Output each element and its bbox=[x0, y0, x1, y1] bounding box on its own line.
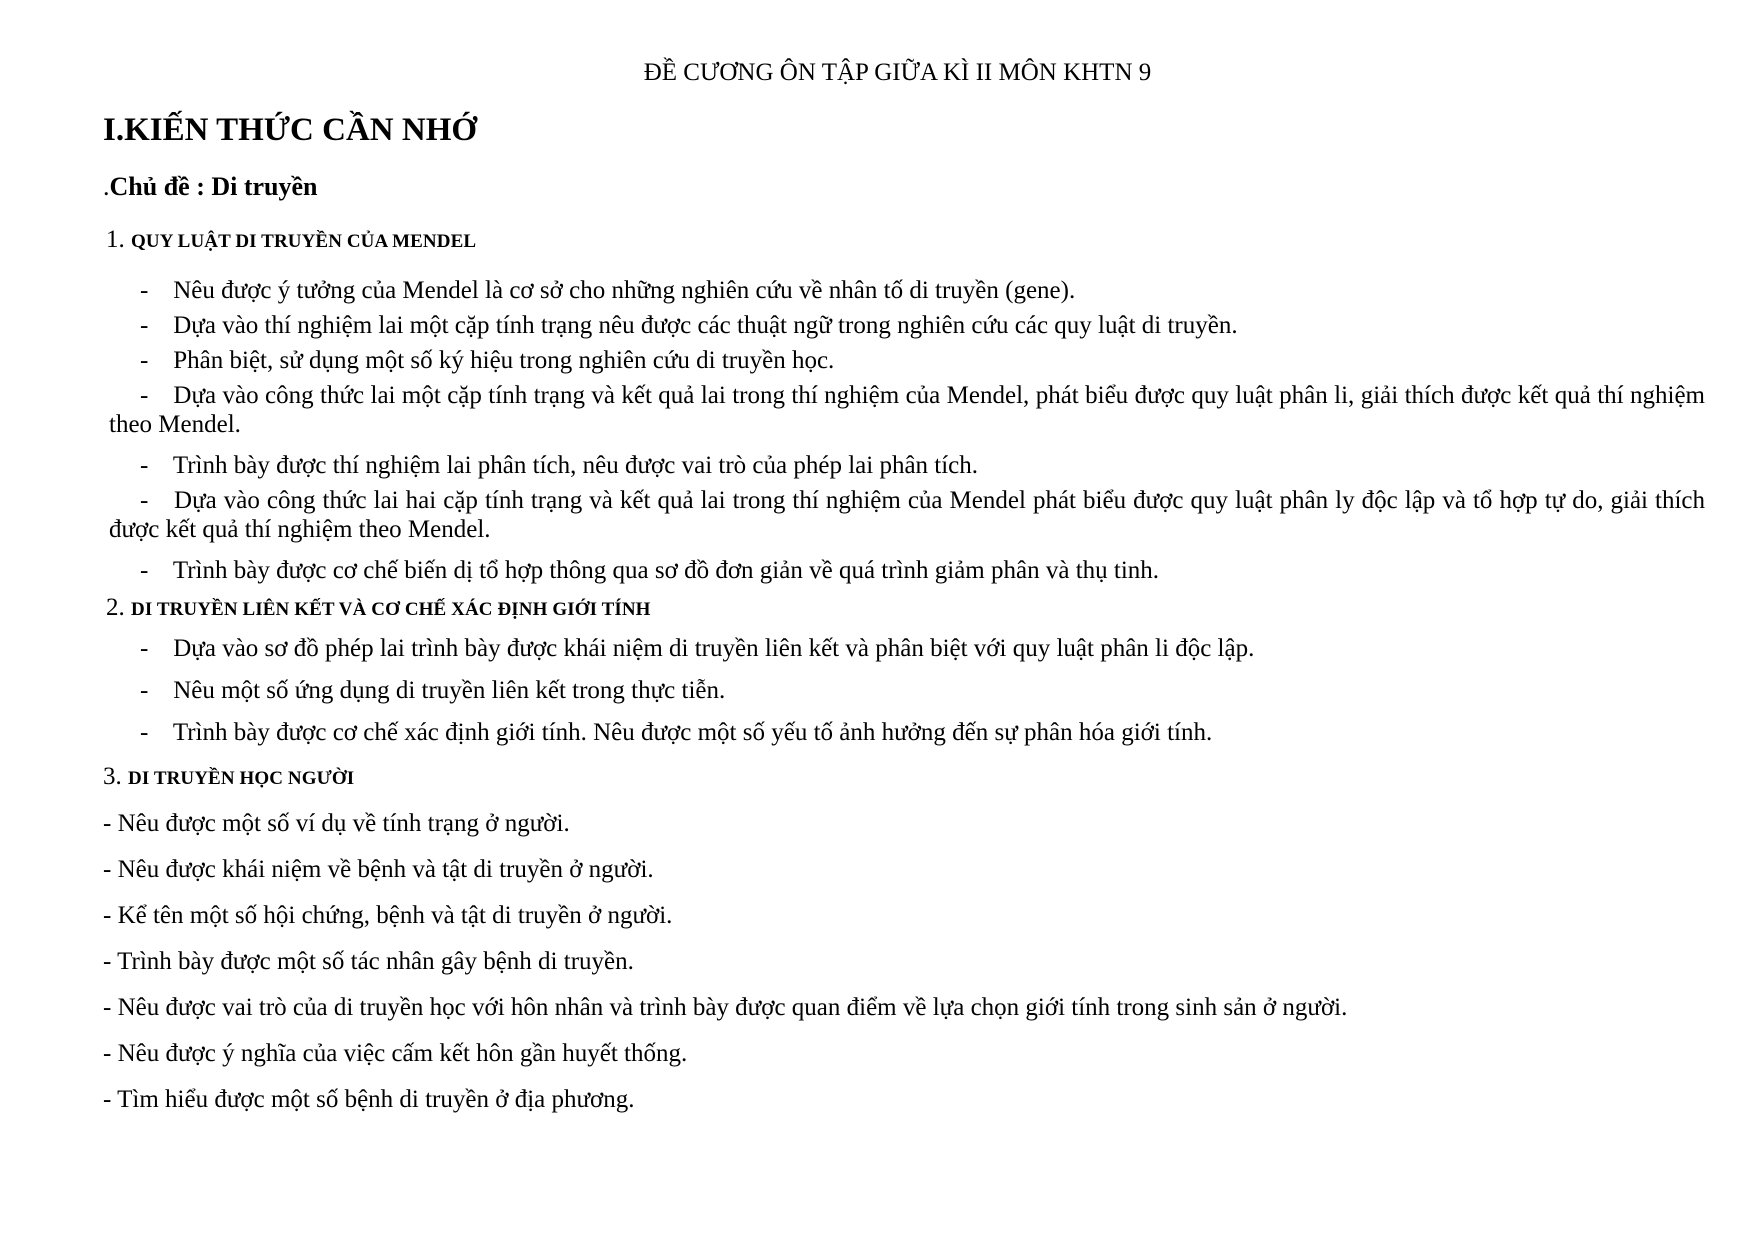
topic-label: Chủ đề : Di truyền bbox=[109, 172, 318, 201]
document-title: ĐỀ CƯƠNG ÔN TẬP GIỮA KÌ II MÔN KHTN 9 bbox=[643, 59, 1152, 86]
bullet-dash: - bbox=[140, 382, 149, 409]
part-number: 1. bbox=[106, 226, 125, 253]
bullet-dash: - bbox=[140, 312, 149, 339]
list-item: - Dựa vào công thức lai hai cặp tính trạng và kết quả lai trong thí nghiệm của Mendel phát biểu được quy luật phân ly độc lập và tổ hợp tự do, giải thích được kết quả thí nghiệm theo Mendel. bbox=[109, 487, 1706, 543]
list-item: - Nêu được vai trò của di truyền học với hôn nhân và trình bày được quan điểm về lựa chọn giới tính trong sinh sản ở người. bbox=[103, 994, 1348, 1021]
part-title: QUY LUẬT DI TRUYỀN CỦA MENDEL bbox=[131, 231, 477, 252]
part-title: DI TRUYỀN HỌC NGƯỜI bbox=[128, 768, 355, 789]
list-item: - Tìm hiểu được một số bệnh di truyền ở địa phương. bbox=[103, 1086, 635, 1113]
bullet-dash: - bbox=[140, 677, 149, 704]
bullet-dash: - bbox=[140, 719, 149, 746]
list-item: - Trình bày được thí nghiệm lai phân tích, nêu được vai trò của phép lai phân tích. bbox=[109, 451, 1705, 480]
list-item: - Phân biệt, sử dụng một số ký hiệu trong nghiên cứu di truyền học. bbox=[109, 346, 1705, 375]
bullet-dash: - bbox=[140, 452, 149, 479]
part-number: 2. bbox=[106, 594, 125, 621]
list-item: - Trình bày được cơ chế biến dị tổ hợp thông qua sơ đồ đơn giản về quá trình giảm phân và thụ tinh. bbox=[109, 556, 1705, 585]
topic-prefix: . bbox=[103, 172, 110, 201]
list-item: - Dựa vào sơ đồ phép lai trình bày được khái niệm di truyền liên kết và phân biệt với quy luật phân li độc lập. bbox=[109, 634, 1705, 663]
list-item: - Kể tên một số hội chứng, bệnh và tật di truyền ở người. bbox=[103, 902, 673, 929]
list-item: - Nêu được khái niệm về bệnh và tật di truyền ở người. bbox=[103, 856, 654, 883]
list-item: - Nêu được ý nghĩa của việc cấm kết hôn gần huyết thống. bbox=[103, 1040, 688, 1067]
part-number: 3. bbox=[103, 763, 122, 790]
part-title: DI TRUYỀN LIÊN KẾT VÀ CƠ CHẾ XÁC ĐỊNH GIỚI TÍNH bbox=[131, 599, 651, 620]
list-item: - Nêu được một số ví dụ về tính trạng ở người. bbox=[103, 810, 570, 837]
topic-heading bbox=[103, 171, 318, 203]
list-item: - Nêu được ý tưởng của Mendel là cơ sở cho những nghiên cứu về nhân tố di truyền (gene). bbox=[109, 276, 1705, 305]
list-item: - Trình bày được một số tác nhân gây bệnh di truyền. bbox=[103, 948, 634, 975]
part-3-heading bbox=[103, 762, 354, 794]
bullet-dash: - bbox=[140, 635, 149, 662]
section-heading: I.KIẾN THỨC CẦN NHỚ bbox=[103, 112, 478, 148]
list-item: - Dựa vào công thức lai một cặp tính trạng và kết quả lai trong thí nghiệm của Mendel, phát biểu được quy luật phân li, giải thích được kết quả thí nghiệm theo Mendel. bbox=[109, 382, 1705, 438]
bullet-dash: - bbox=[140, 487, 149, 514]
list-item: - Dựa vào thí nghiệm lai một cặp tính trạng nêu được các thuật ngữ trong nghiên cứu các quy luật di truyền. bbox=[109, 311, 1705, 340]
part-1-heading bbox=[106, 225, 476, 257]
bullet-dash: - bbox=[140, 347, 149, 374]
list-item: - Trình bày được cơ chế xác định giới tính. Nêu được một số yếu tố ảnh hưởng đến sự phân hóa giới tính. bbox=[109, 718, 1705, 747]
bullet-dash: - bbox=[140, 277, 149, 304]
list-item: - Nêu một số ứng dụng di truyền liên kết trong thực tiễn. bbox=[109, 676, 1705, 705]
part-2-heading bbox=[106, 593, 651, 625]
bullet-dash: - bbox=[140, 557, 149, 584]
